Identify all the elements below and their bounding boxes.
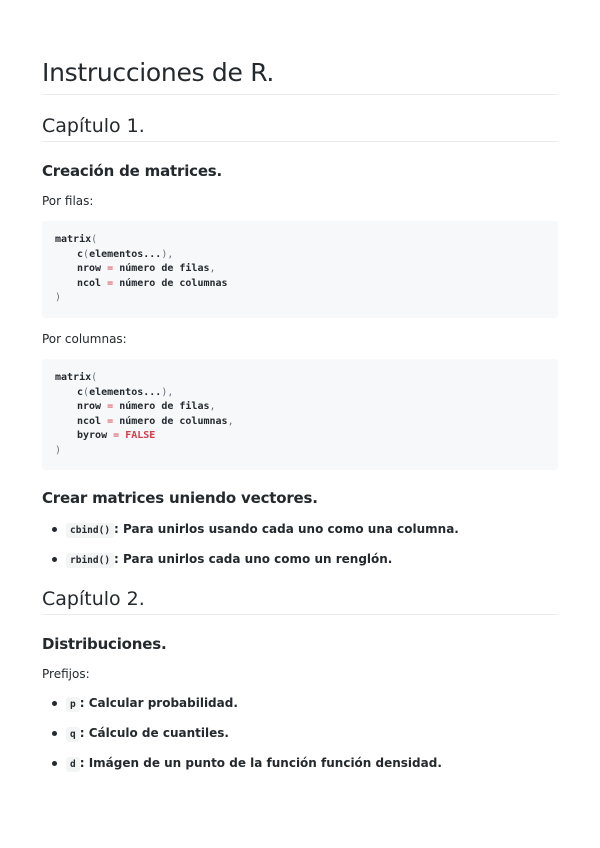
code-value: número de filas [119, 263, 210, 274]
code-line [55, 444, 545, 459]
code-argument: elementos... [89, 386, 162, 398]
chapter-2-heading: Capítulo 2. [42, 588, 145, 610]
inline-code: cbind() [66, 523, 114, 538]
list-item-text: : Para unirlos cada uno como un renglón. [114, 552, 393, 566]
code-function: c [77, 386, 84, 398]
list-item-text: : Calcular probabilidad. [79, 696, 238, 710]
code-key: ncol [77, 277, 102, 289]
inline-code: q [66, 727, 80, 742]
by-columns-label: Por columnas: [42, 332, 127, 346]
code-punctuation: ( [91, 372, 98, 383]
code-punctuation: ( [83, 248, 90, 260]
section-distributions-heading: Distribuciones. [42, 635, 167, 653]
code-punctuation: ), [161, 386, 174, 398]
code-punctuation: , [209, 401, 216, 412]
code-line [55, 233, 545, 248]
prefixes-label: Prefijos: [42, 667, 90, 681]
code-line [55, 291, 545, 306]
list-item [42, 549, 459, 579]
code-block-by-rows [42, 221, 558, 318]
join-vectors-list [42, 519, 459, 579]
code-punctuation: , [227, 415, 234, 427]
code-function: c [77, 248, 84, 260]
code-punctuation: ) [55, 292, 62, 303]
prefixes-list [42, 693, 442, 783]
code-punctuation: ) [55, 444, 62, 456]
section-join-vectors-heading: Crear matrices uniendo vectores. [42, 489, 318, 507]
code-value: número de filas [119, 401, 210, 412]
code-operator: = [107, 415, 114, 427]
list-item-text: : Imágen de un punto de la función función densidad. [79, 756, 442, 770]
code-function: matrix [55, 372, 92, 383]
inline-code: p [66, 697, 80, 712]
list-item [42, 693, 442, 723]
code-block-by-columns [42, 359, 558, 470]
code-value: número de columnas [119, 415, 228, 427]
code-line [55, 277, 545, 292]
list-item [42, 753, 442, 783]
code-keyword: FALSE [125, 430, 156, 441]
code-line [55, 400, 545, 415]
code-key: nrow [77, 401, 102, 412]
code-line [55, 248, 545, 263]
section-matrix-creation-heading: Creación de matrices. [42, 162, 223, 180]
chapter-1-divider [42, 141, 558, 142]
document-title: Instrucciones de R. [42, 58, 275, 87]
code-key: nrow [77, 263, 102, 274]
code-line [55, 386, 545, 401]
chapter-2-divider [42, 614, 558, 615]
list-item-text: : Cálculo de cuantiles. [79, 726, 229, 740]
title-divider [42, 94, 558, 95]
code-key: byrow [77, 430, 108, 441]
list-item [42, 519, 459, 549]
by-rows-label: Por filas: [42, 194, 94, 208]
code-punctuation: ( [91, 234, 98, 245]
code-operator: = [107, 277, 114, 289]
code-punctuation: ( [83, 386, 90, 398]
inline-code: d [66, 757, 80, 772]
code-line [55, 415, 545, 430]
code-operator: = [107, 401, 114, 412]
code-line [55, 371, 545, 386]
code-operator: = [107, 263, 114, 274]
inline-code: rbind() [66, 553, 114, 568]
code-argument: elementos... [89, 248, 162, 260]
code-value: número de columnas [119, 277, 228, 289]
list-item [42, 723, 442, 753]
code-line [55, 429, 545, 444]
list-item-text: : Para unirlos usando cada uno como una columna. [114, 522, 459, 536]
chapter-1-heading: Capítulo 1. [42, 115, 145, 137]
code-function: matrix [55, 234, 92, 245]
code-line [55, 262, 545, 277]
code-operator: = [113, 430, 120, 441]
code-key: ncol [77, 415, 102, 427]
code-punctuation: , [209, 263, 216, 274]
code-punctuation: ), [161, 248, 174, 260]
